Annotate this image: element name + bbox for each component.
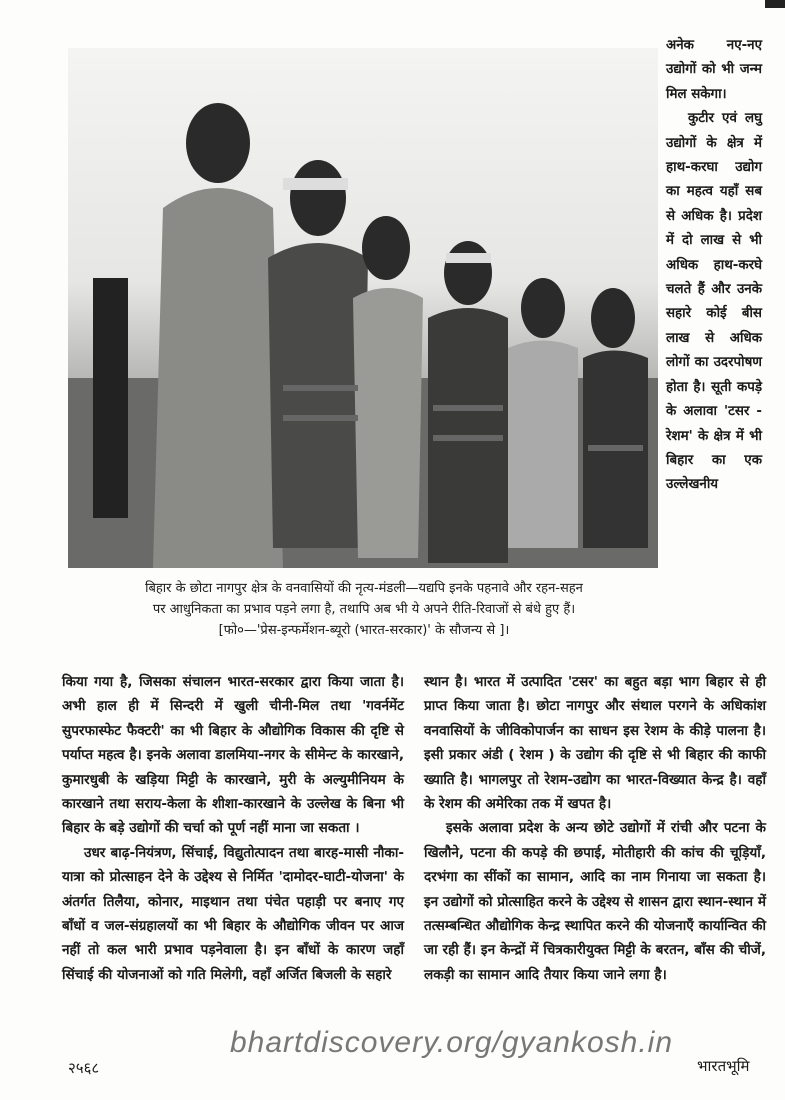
photo-figures: [68, 48, 658, 568]
side-column-text: [666, 34, 762, 498]
paragraph: कुटीर एवं लघु उद्योगों के क्षेत्र में हाथ-करघा उद्योग का महत्व यहाँ सब से अधिक है। प्रदेश में दो लाख से भी अधिक हाथ-करघे चलते हैं और उनके सहारे कोई बीस लाख से अधिक लोगों का उदरपोषण होता है। सूती कपड़े के अलावा 'टसर - रेशम' के क्षेत्र में भी बिहार का एक उल्लेखनीय: [666, 111, 762, 493]
paragraph: उधर बाढ़-नियंत्रण, सिंचाई, विद्युतोत्पादन तथा बारह-मासी नौका-यात्रा को प्रोत्साहन देने के उद्देश्य से निर्मित 'दामोदर-घाटी-योजना' के अंतर्गत तिलैया, कोनार, माइथान तथा पंचेत पहाड़ी पर बनाए गए बाँधों व जल-संग्रहालयों का भी बिहार के औद्योगिक जीवन पर आज नहीं तो कल भारी प्रभाव पड़नेवाला है। इन बाँधों के कारण जहाँ सिंचाई की योजनाओं को गति मिलेगी, वहाँ अर्जित बिजली के सहारे: [62, 844, 404, 983]
paragraph: इसके अलावा प्रदेश के अन्य छोटे उद्योगों में रांची और पटना के खिलौने, पटना की कपड़े की छपाई, मोतीहारी की कांच की चूड़ियाँ, दरभंगा का सींकों का सामान, आदि का नाम गिनाया जा सकता है। इन उद्योगों को प्रोत्साहित करने के उद्देश्य से शासन द्वारा स्थान-स्थान में तत्सम्बन्धित औद्योगिक केन्द्र स्थापित करने की योजनाएँ कार्यान्वित की जा रही हैं। इन केन्द्रों में चित्रकारीयुक्त मिट्टी के बरतन, बाँस की चीजें, लकड़ी का सामान आदि तैयार किया जाने लगा है।: [424, 820, 766, 983]
scan-edge: [765, 0, 785, 8]
caption-credit: [फो०—'प्रेस-इन्फर्मेशन-ब्यूरो (भारत-सरकार)' के सौजन्य से ]।: [218, 623, 510, 638]
watermark: bhartdiscovery.org/gyankosh.in: [230, 1026, 673, 1059]
caption-line: बिहार के छोटा नागपुर क्षेत्र के वनवासियों की नृत्य-मंडली—यद्यपि इनके पहनावे और रहन-सहन: [145, 581, 583, 596]
caption-line: पर आधुनिकता का प्रभाव पड़ने लगा है, तथापि अब भी ये अपने रीति-रिवाजों से बंधे हुए हैं।: [152, 602, 576, 617]
magazine-name: भारतभूमि: [697, 1057, 750, 1075]
page-number: २५६८: [68, 1059, 100, 1077]
left-column: [62, 670, 404, 987]
photo-caption: [66, 578, 662, 641]
paragraph: अनेक नए-नए उद्योगों को भी जन्म मिल सकेगा।: [666, 38, 762, 102]
photo-dance-troupe: [68, 48, 658, 568]
right-column: [424, 670, 766, 987]
paragraph: स्थान है। भारत में उत्पादित 'टसर' का बहुत बड़ा भाग बिहार से ही प्राप्त किया जाता है। छोटा नागपुर और संथाल परगने के अधिकांश वनवासियों के जीविकोपार्जन का साधन इस रेशम के कीड़े पालना है। इसी प्रकार अंडी ( रेशम ) के उद्योग की दृष्टि से भी बिहार की काफी ख्याति है। भागलपुर तो रेशम-उद्योग का भारत-विख्यात केन्द्र है। वहाँ के रेशम की अमेरिका तक में खपत है।: [424, 674, 766, 813]
paragraph: किया गया है, जिसका संचालन भारत-सरकार द्वारा किया जाता है। अभी हाल ही में सिन्दरी में खुली चीनी-मिल तथा 'गवर्नमेंट सुपरफास्फेट फैक्टरी' का भी बिहार के औद्योगिक विकास की दृष्टि से पर्याप्त महत्व है। इनके अलावा डालमिया-नगर के सीमेन्ट के कारखाने, कुमारधुबी के खड़िया मिट्टी के कारखाने, मुरी के अल्युमीनियम के कारखाने तथा सराय-केला के शीशा-कारखाने के उल्लेख के बिना भी बिहार के बड़े उद्योगों की चर्चा को पूर्ण नहीं माना जा सकता ।: [62, 674, 404, 837]
